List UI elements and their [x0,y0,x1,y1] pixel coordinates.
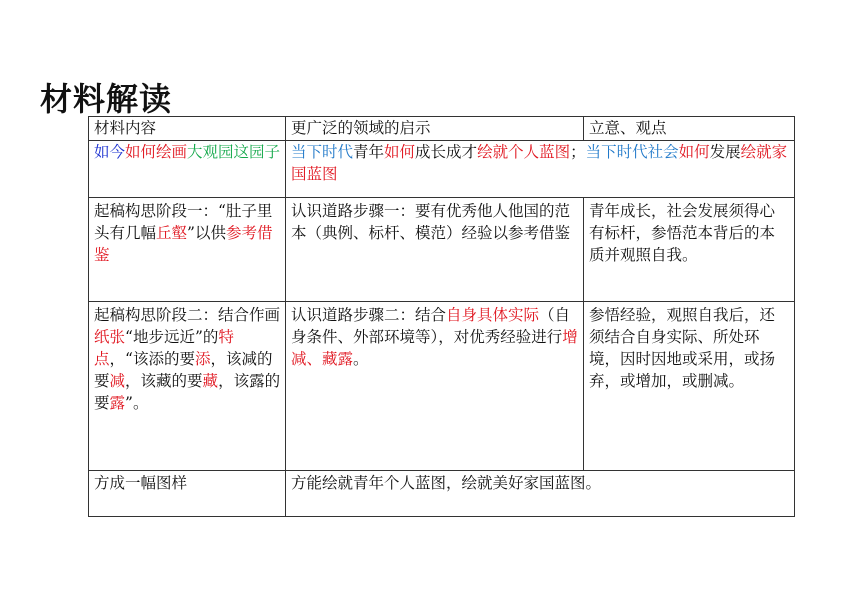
text-segment: 起稿构思阶段一：“肚子里头有几幅 [94,202,273,242]
page-title: 材料解读 [40,80,173,118]
row3-viewpoint-cell: 参悟经验，观照自我后，还须结合自身实际、所处环境，因时因地或采用，或扬弃，或增加，或删减。 [584,302,795,471]
text-segment: ； [570,143,586,161]
text-segment: （自身条件、外部环境等），对优秀经验进行 [291,306,571,346]
highlight-text: 大观园这园子 [187,143,281,161]
text-segment: 起稿构思阶段二：结合作画 [94,306,281,324]
highlight-text: 如何 [678,143,710,161]
highlight-text: 如今 [94,143,126,161]
text-segment: “地步远近”的 [125,328,219,346]
header-cell-material: 材料内容 [89,117,286,141]
highlight-text: 绘就家国蓝图 [291,143,788,183]
table-row [89,302,795,471]
highlight-text: 如何绘画 [125,143,188,161]
highlight-text: 纸张 [94,328,126,346]
highlight-text: 丘壑 [156,224,188,242]
highlight-text: 露 [109,394,126,412]
row4-insight-cell: 方能绘就青年个人蓝图，绘就美好家国蓝图。 [286,471,795,517]
row1-material-cell [89,141,286,198]
table-row [89,198,795,302]
highlight-text: 参考借鉴 [94,224,273,264]
table-header-row [89,117,795,141]
text-segment: ”以供 [187,224,226,242]
row4-material-cell: 方成一幅图样 [89,471,286,517]
text-segment: 青年 [353,143,385,161]
text-segment: 认识道路步骤二：结合 [291,306,447,324]
highlight-text: 当下时代社会 [585,143,679,161]
highlight-text: 特点 [94,328,234,368]
header-cell-insight: 更广泛的领域的启示 [286,117,584,141]
table-row [89,471,795,517]
highlight-text: 增减、藏露 [291,328,578,368]
highlight-text: 藏 [202,372,219,390]
highlight-text: 减 [109,372,126,390]
text-segment: 发展 [709,143,741,161]
row1-insight-cell [286,141,795,198]
text-segment: 。 [353,350,369,368]
text-segment: 成长成才 [415,143,478,161]
row2-viewpoint-cell: 青年成长，社会发展须得心有标杆，参悟范本背后的本质并观照自我。 [584,198,795,302]
highlight-text: 当下时代 [291,143,354,161]
row3-material-cell [89,302,286,471]
highlight-text: 自身具体实际 [446,306,540,324]
row2-material-cell [89,198,286,302]
row3-insight-cell [286,302,584,471]
header-cell-viewpoint: 立意、观点 [584,117,795,141]
text-segment: ”。 [125,394,149,412]
row2-insight-cell: 认识道路步骤一：要有优秀他人他国的范本（典例、标杆、模范）经验以参考借鉴 [286,198,584,302]
highlight-text: 绘就个人蓝图 [477,143,571,161]
table-row [89,141,795,198]
highlight-text: 添 [194,350,211,368]
text-segment: ，该减的要 [94,350,273,390]
highlight-text: 如何 [384,143,416,161]
text-segment: ，该藏的要 [125,372,203,390]
text-segment: ，“该添的要 [109,350,195,368]
material-table [88,116,795,517]
text-segment: ，该露的要 [94,372,281,412]
